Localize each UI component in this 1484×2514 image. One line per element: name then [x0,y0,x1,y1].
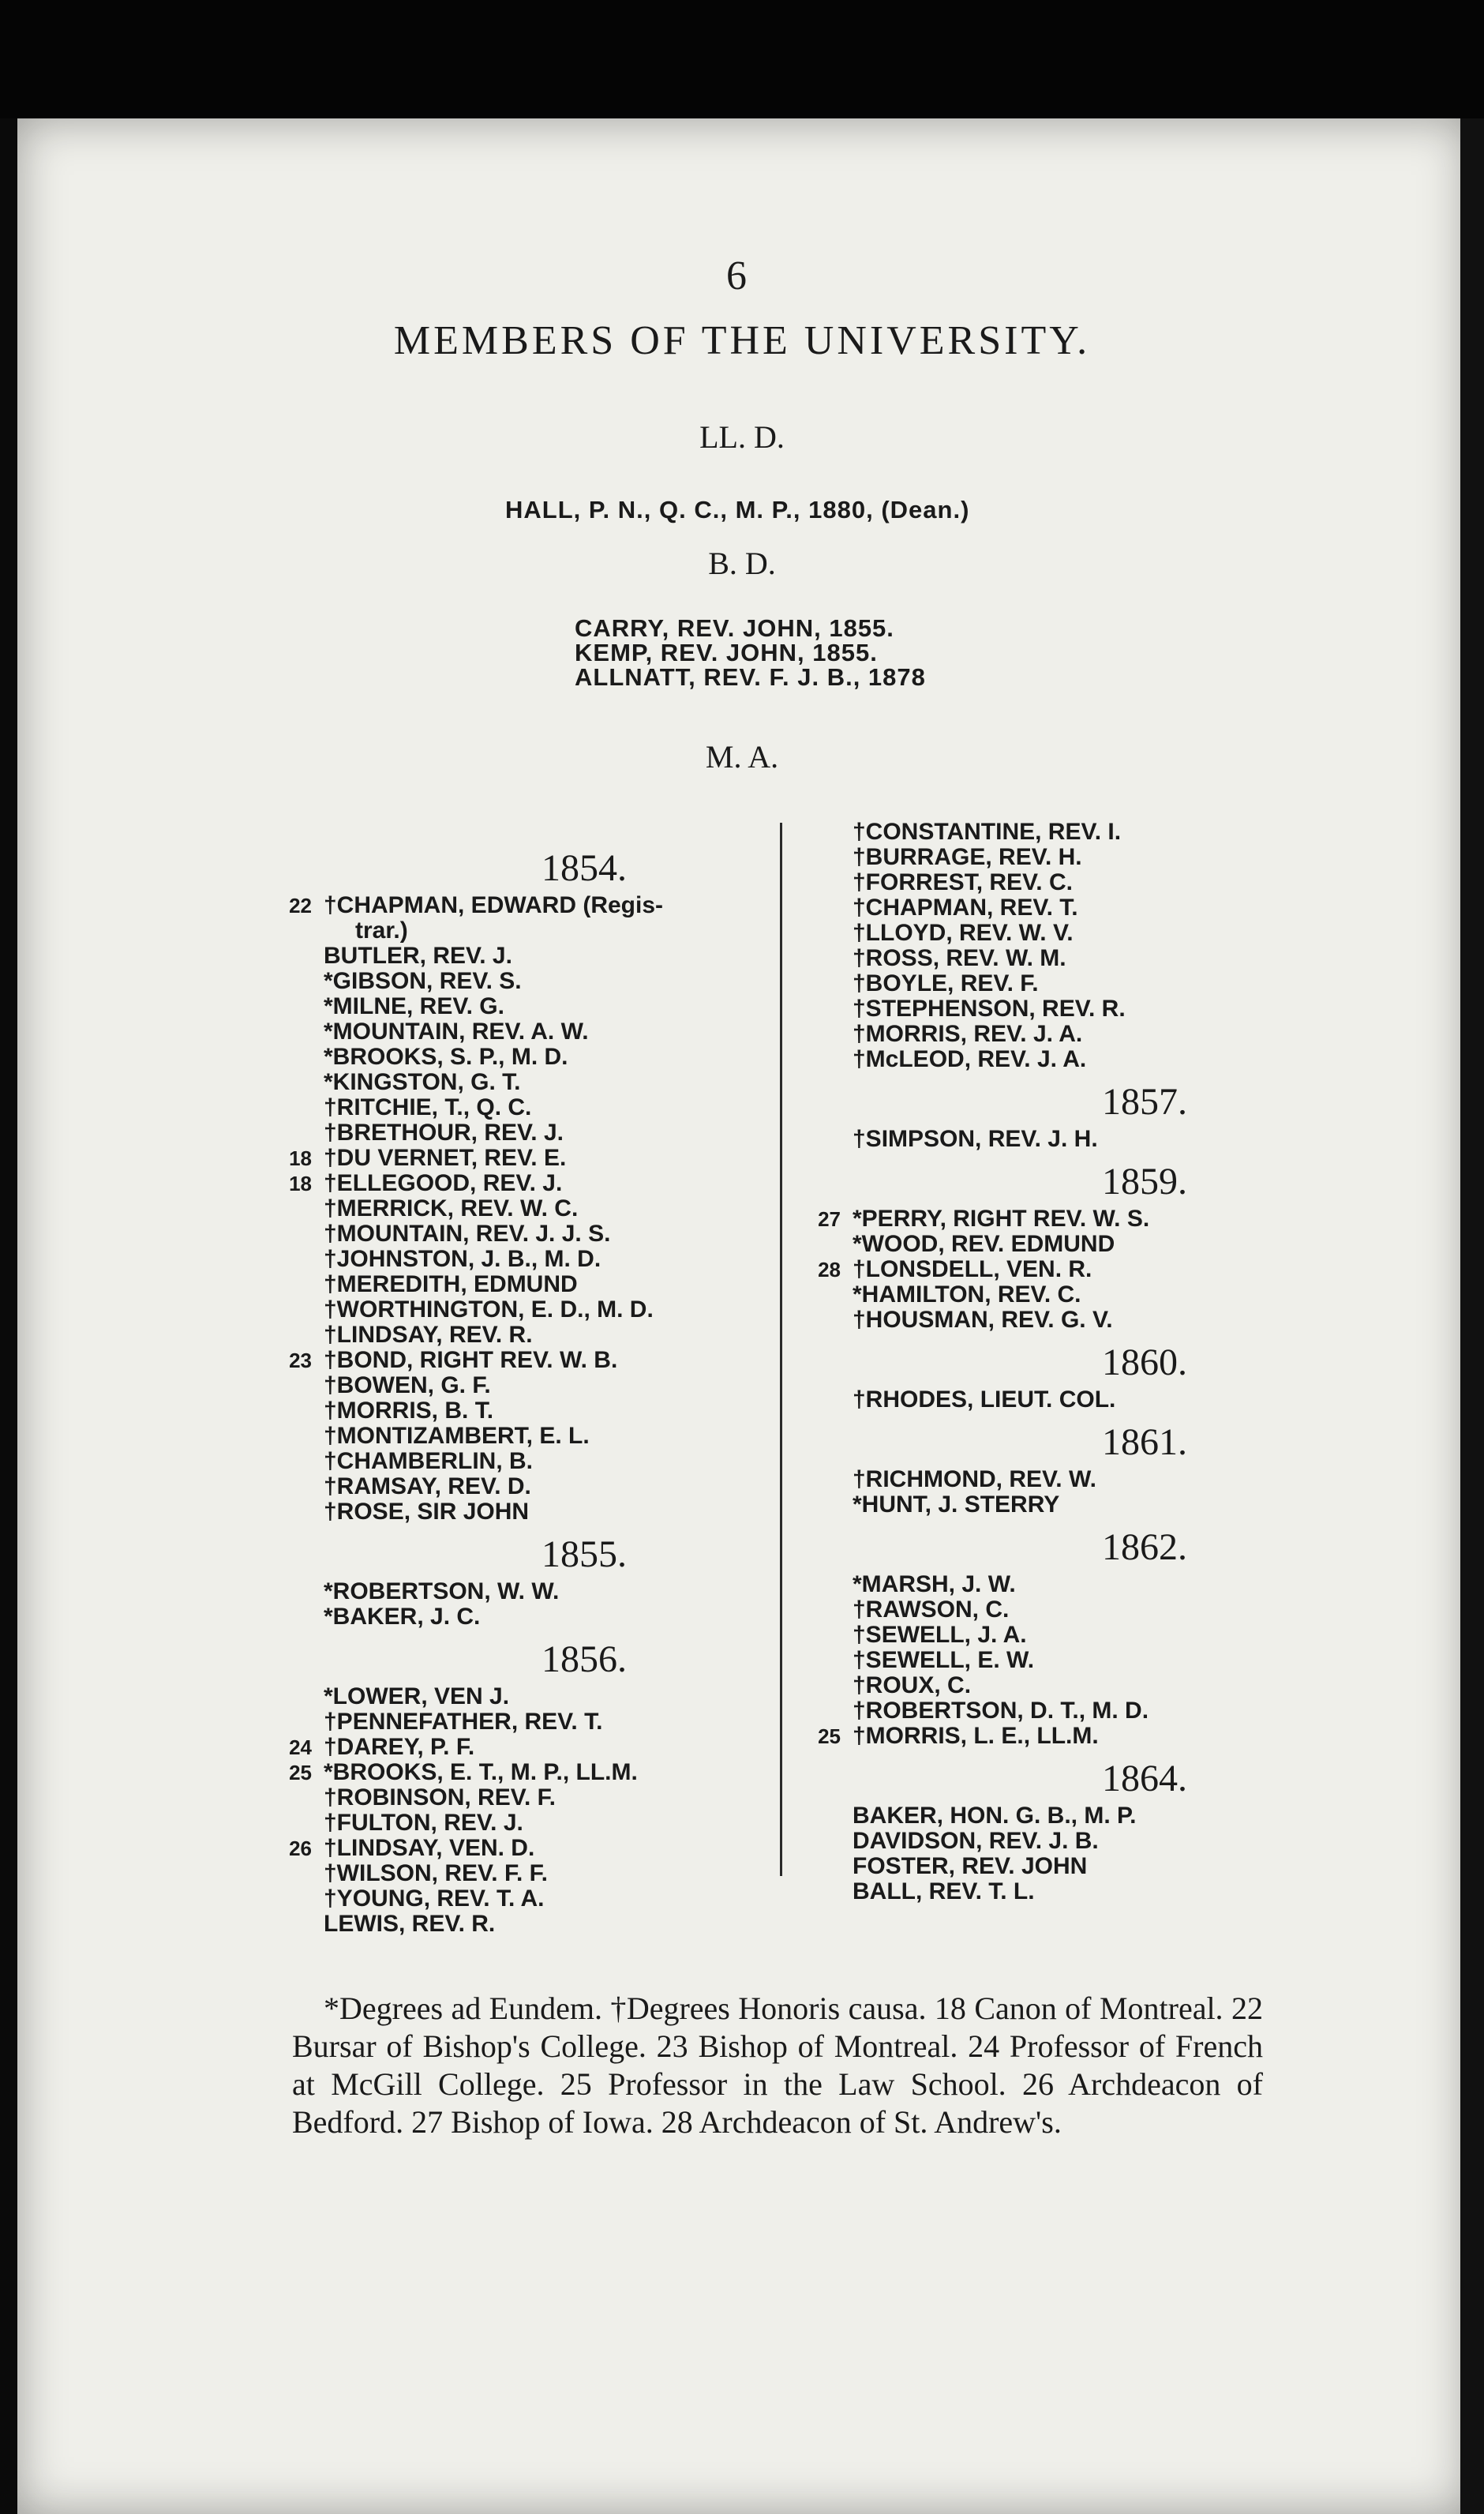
member-entry [276,1836,781,1861]
member-entry [805,1492,1310,1518]
bd-list [575,616,926,689]
member-entry [276,1474,781,1499]
member-entry [805,1854,1310,1879]
member-name: †CONSTANTINE, REV. I. [853,819,1122,845]
member-entry [276,1912,781,1937]
member-entry [276,1120,781,1146]
member-entry [805,1257,1310,1282]
member-entry [805,946,1310,971]
member-name: †ROBINSON, REV. F. [324,1784,556,1810]
year-heading: 1856. [542,1638,627,1680]
member-name: †SEWELL, J. A. [853,1622,1027,1648]
member-name: †ROSE, SIR JOHN [324,1499,530,1525]
member-entry [276,969,781,994]
member-entry [276,1070,781,1095]
member-entry [805,1724,1310,1749]
member-name: FOSTER, REV. JOHN [853,1853,1088,1879]
member-name: BAKER, HON. G. B., M. P. [853,1803,1137,1829]
column-divider [780,823,782,1876]
member-entry [805,1879,1310,1904]
ma-left-column [276,839,781,1937]
member-name: DAVIDSON, REV. J. B. [853,1828,1099,1854]
member-entry [805,1206,1310,1232]
member-entry [276,1449,781,1474]
member-name: BUTLER, REV. J. [324,943,512,969]
member-entry [276,1424,781,1449]
member-entry [276,1146,781,1171]
year-heading: 1860. [1102,1341,1187,1383]
scan-top-border [0,0,1484,118]
member-entry [276,944,781,969]
member-name: †DAREY, P. F. [324,1734,475,1760]
footnote-ref-number: 18 [289,1172,312,1195]
bd-entry: KEMP, REV. JOHN, 1855. [575,639,878,666]
member-entry [276,1735,781,1760]
member-entry [805,895,1310,921]
member-entry [805,820,1310,845]
member-name: †LONSDELL, VEN. R. [853,1256,1092,1282]
member-name: †ROBERTSON, D. T., M. D. [853,1698,1149,1724]
member-entry [805,1829,1310,1854]
member-name: †CHAPMAN, EDWARD (Regis- [324,892,664,918]
member-name: *KINGSTON, G. T. [324,1069,521,1095]
footnote-ref-number: 27 [818,1207,841,1231]
member-entry [276,994,781,1019]
year-heading: 1855. [542,1533,627,1575]
member-name: †MORRIS, B. T. [324,1398,494,1424]
bd-entry: CARRY, REV. JOHN, 1855. [575,614,894,642]
footnote-ref-number: 24 [289,1735,312,1759]
member-entry [276,1373,781,1398]
member-name: †YOUNG, REV. T. A. [324,1886,545,1912]
member-entry [805,1803,1310,1829]
footnote-ref-number: 25 [289,1761,312,1784]
bd-entry: ALLNATT, REV. F. J. B., 1878 [575,663,926,691]
member-name: †HOUSMAN, REV. G. V. [853,1307,1113,1333]
member-entry [805,1282,1310,1308]
footnote-ref-number: 28 [818,1258,841,1281]
member-name: †JOHNSTON, J. B., M. D. [324,1246,601,1272]
member-entry [276,1398,781,1424]
member-name: †MERRICK, REV. W. C. [324,1195,579,1221]
member-name: †LINDSAY, VEN. D. [324,1835,535,1861]
ma-heading: M. A. [705,739,779,775]
member-entry [276,1272,781,1297]
member-name: *ROBERTSON, W. W. [324,1578,560,1604]
year-heading: 1864. [1102,1758,1187,1799]
member-entry [276,1579,781,1604]
member-entry [276,1247,781,1272]
member-name: †BOND, RIGHT REV. W. B. [324,1347,618,1373]
member-name: *HUNT, J. STERRY [853,1492,1060,1518]
member-name: †CHAMBERLIN, B. [324,1448,534,1474]
member-entry [276,1221,781,1247]
member-name: †RICHMOND, REV. W. [853,1466,1096,1492]
member-name: †MOUNTAIN, REV. J. J. S. [324,1221,611,1247]
member-entry [276,1019,781,1045]
member-name: †RAMSAY, REV. D. [324,1473,531,1499]
member-entry [276,1684,781,1709]
member-entry [276,1297,781,1323]
member-name: †McLEOD, REV. J. A. [853,1046,1087,1072]
page-title: MEMBERS OF THE UNIVERSITY. [393,318,1091,363]
member-name: †FORREST, REV. C. [853,869,1073,895]
member-name: *MILNE, REV. G. [324,993,504,1019]
member-entry [805,1127,1310,1152]
member-entry [276,1095,781,1120]
footnote-ref-number: 18 [289,1146,312,1170]
member-name: †BOWEN, G. F. [324,1372,491,1398]
member-name: *BROOKS, E. T., M. P., LL.M. [324,1759,638,1785]
footnote-ref-number: 22 [289,894,312,917]
year-heading: 1862. [1102,1526,1187,1568]
member-name: LEWIS, REV. R. [324,1911,496,1937]
member-name: †MORRIS, REV. J. A. [853,1021,1083,1047]
footnote-ref-number: 25 [818,1724,841,1748]
member-name: †ELLEGOOD, REV. J. [324,1170,563,1196]
member-name: †PENNEFATHER, REV. T. [324,1709,603,1735]
member-name: †MORRIS, L. E., LL.M. [853,1723,1099,1749]
member-entry [805,1308,1310,1333]
member-name: †RHODES, LIEUT. COL. [853,1386,1116,1413]
member-name: †WILSON, REV. F. F. [324,1860,548,1886]
scan-right-border [1460,118,1484,2514]
member-name: †SEWELL, E. W. [853,1647,1035,1673]
member-name: *HAMILTON, REV. C. [853,1281,1081,1308]
member-entry [805,1047,1310,1072]
member-entry [276,1709,781,1735]
member-name-continuation: trar.) [355,917,408,944]
member-entry [805,1648,1310,1673]
member-entry [276,1810,781,1836]
member-entry [805,921,1310,946]
member-entry [276,1323,781,1348]
footnote: *Degrees ad Eundem. †Degrees Honoris causa. 18 Canon of Montreal. 22 Bursar of Bishop's College. 23 Bishop of Montreal. 24 Professor of French at McGill College. 25 Professor in the Law School. 26 Archdeacon of Bedford. 27 Bishop of Iowa. 28 Archdeacon of St. Andrew's. [292,1991,1263,2140]
member-name: †CHAPMAN, REV. T. [853,895,1078,921]
member-entry [276,1171,781,1196]
member-name: *PERRY, RIGHT REV. W. S. [853,1206,1150,1232]
member-entry [805,1572,1310,1597]
member-name: *GIBSON, REV. S. [324,968,522,994]
member-entry [805,1673,1310,1698]
member-entry [805,1387,1310,1413]
member-entry [276,893,781,944]
member-entry [276,1348,781,1373]
member-entry [276,1760,781,1785]
member-entry [805,1232,1310,1257]
member-entry [805,1022,1310,1047]
member-entry [805,1623,1310,1648]
footnote-ref-number: 26 [289,1837,312,1860]
member-name: †LINDSAY, REV. R. [324,1322,533,1348]
member-entry [805,870,1310,895]
member-entry [276,1886,781,1912]
member-name: †SIMPSON, REV. J. H. [853,1126,1098,1152]
page-number: 6 [726,253,747,298]
member-name: *BAKER, J. C. [324,1604,481,1630]
member-name: †RITCHIE, T., Q. C. [324,1094,532,1120]
member-name: *LOWER, VEN J. [324,1683,510,1709]
member-name: †LLOYD, REV. W. V. [853,920,1074,946]
member-name: †WORTHINGTON, E. D., M. D. [324,1296,654,1323]
member-name: *BROOKS, S. P., M. D. [324,1044,568,1070]
member-name: †ROSS, REV. W. M. [853,945,1066,971]
member-name: †FULTON, REV. J. [324,1810,523,1836]
year-heading: 1857. [1102,1081,1187,1123]
ma-right-column [805,820,1310,1904]
member-name: †BOYLE, REV. F. [853,970,1039,996]
lld-heading: LL. D. [699,419,785,455]
year-heading: 1859. [1102,1161,1187,1203]
member-name: *WOOD, REV. EDMUND [853,1231,1115,1257]
member-entry [805,971,1310,996]
member-name: †BURRAGE, REV. H. [853,844,1082,870]
member-name: †DU VERNET, REV. E. [324,1145,567,1171]
member-name: †STEPHENSON, REV. R. [853,996,1126,1022]
member-entry [805,1467,1310,1492]
member-entry [276,1861,781,1886]
member-entry [276,1499,781,1525]
member-entry [276,1045,781,1070]
footnote-ref-number: 23 [289,1349,312,1372]
member-name: †RAWSON, C. [853,1597,1010,1623]
year-heading: 1854. [542,847,627,889]
member-name: †MONTIZAMBERT, E. L. [324,1423,590,1449]
member-name: BALL, REV. T. L. [853,1878,1035,1904]
year-heading: 1861. [1102,1421,1187,1463]
member-entry [276,1604,781,1630]
member-entry [805,1597,1310,1623]
member-name: †BRETHOUR, REV. J. [324,1120,564,1146]
member-name: †ROUX, C. [853,1672,972,1698]
bd-heading: B. D. [708,546,776,581]
member-entry [805,996,1310,1022]
member-entry [276,1196,781,1221]
member-name: *MARSH, J. W. [853,1571,1016,1597]
member-entry [805,845,1310,870]
lld-entry: HALL, P. N., Q. C., M. P., 1880, (Dean.) [505,496,970,523]
member-name: *MOUNTAIN, REV. A. W. [324,1019,589,1045]
member-entry [805,1698,1310,1724]
member-name: †MEREDITH, EDMUND [324,1271,578,1297]
member-entry [276,1785,781,1810]
